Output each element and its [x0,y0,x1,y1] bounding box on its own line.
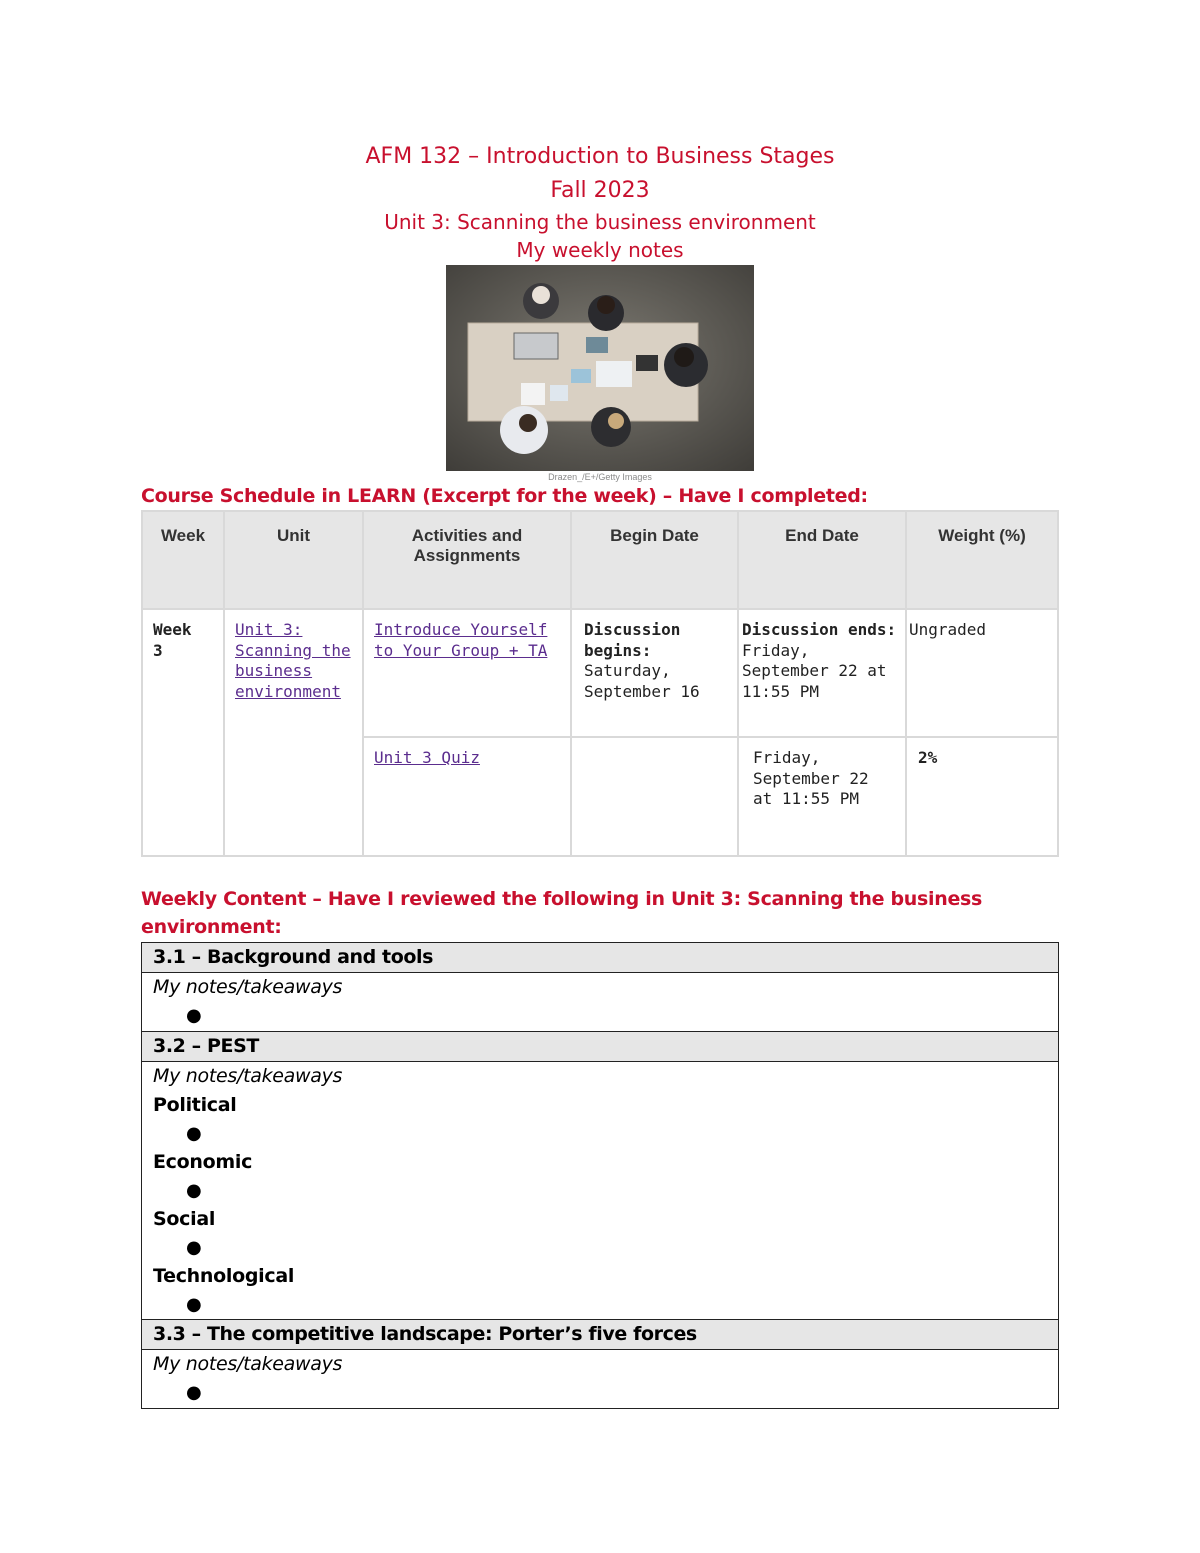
page-subtitle: My weekly notes [516,238,684,262]
unit-title: Unit 3: Scanning the business environment [384,210,816,234]
col-end-header: End Date [737,510,907,610]
section-3-2-notes [142,1062,1058,1320]
bullet-icon: ● [186,1294,202,1315]
end-cell-2: Friday, September 22 at 11:55 PM [737,736,907,857]
notes-label: My notes/takeaways [153,1065,343,1087]
schedule-table [141,510,1059,857]
weekly-content-heading: Weekly Content – Have I reviewed the following in Unit 3: Scanning the business environment: [141,888,983,938]
section-3-1-notes [142,973,1058,1031]
col-unit-header: Unit [223,510,364,610]
schedule-heading: Course Schedule in LEARN (Excerpt for the week) – Have I completed: [141,485,868,507]
meeting-photo [446,265,754,471]
bullet-icon: ● [186,1180,202,1201]
photo-credit: Drazen_/E+/Getty Images [548,472,652,482]
unit-link[interactable]: Unit 3: Scanning the business environment [235,620,351,701]
end-label: Discussion ends: [742,620,897,639]
activity-cell-2 [362,736,572,857]
begin-cell-2 [570,736,739,857]
term-title: Fall 2023 [550,178,650,203]
activity-link-introduce[interactable]: Introduce Yourself to Your Group + TA [374,620,548,660]
bullet-icon: ● [186,1005,202,1026]
weight-cell-1: Ungraded [905,608,1059,738]
unit-cell [223,608,364,857]
section-3-1-title: 3.1 – Background and tools [142,943,1058,973]
bullet-icon: ● [186,1237,202,1258]
bullet-icon: ● [186,1123,202,1144]
col-weight-header: Weight (%) [905,510,1059,610]
end-date: Friday, September 22 at 11:55 PM [742,640,887,701]
activity-link-quiz[interactable]: Unit 3 Quiz [374,748,480,767]
end-cell-1 [737,608,907,738]
weight-cell-2: 2% [905,736,1059,857]
pest-economic: Economic [153,1151,253,1173]
begin-date: Saturday, September 16 [584,661,700,701]
begin-label: Discussion begins: [584,620,681,660]
weekly-content-table [141,942,1059,1409]
begin-cell-1 [570,608,739,738]
pest-political: Political [153,1094,237,1116]
pest-social: Social [153,1208,216,1230]
activity-cell-1 [362,608,572,738]
pest-technological: Technological [153,1265,295,1287]
course-title: AFM 132 – Introduction to Business Stages [365,144,835,169]
section-3-2-title: 3.2 – PEST [142,1031,1058,1062]
col-activities-header: Activities and Assignments [362,510,572,610]
notes-label: My notes/takeaways [153,976,343,998]
col-week-header: Week [141,510,225,610]
section-3-3-notes [142,1350,1058,1408]
notes-label: My notes/takeaways [153,1353,343,1375]
col-begin-header: Begin Date [570,510,739,610]
week-cell: Week 3 [141,608,225,857]
section-3-3-title: 3.3 – The competitive landscape: Porter’s five forces [142,1319,1058,1350]
bullet-icon: ● [186,1382,202,1403]
